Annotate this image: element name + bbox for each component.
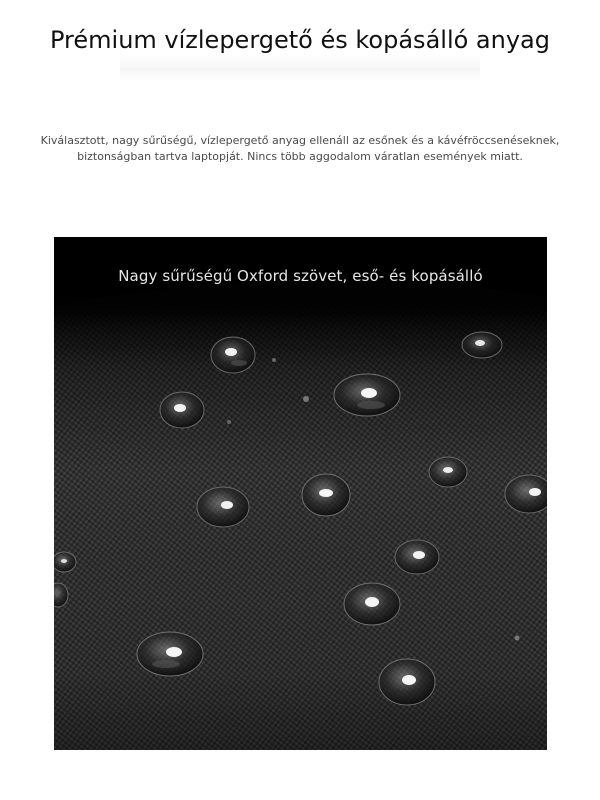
title-highlight: [120, 54, 480, 80]
description-line-1: Kiválasztott, nagy sűrűségű, vízlepergető anyag ellenáll az esőnek és a kávéfröccsenéseknek,: [40, 134, 560, 147]
description-line-2: biztonságban tartva laptopját. Nincs több aggodalom váratlan események miatt.: [77, 150, 523, 163]
product-description: [20, 133, 580, 165]
fabric-water-droplets-image: [54, 237, 547, 750]
image-caption: Nagy sűrűségű Oxford szövet, eső- és kopásálló: [118, 267, 483, 285]
fabric-illustration: [54, 237, 547, 750]
page-title: Prémium vízlepergető és kopásálló anyag: [50, 26, 550, 54]
